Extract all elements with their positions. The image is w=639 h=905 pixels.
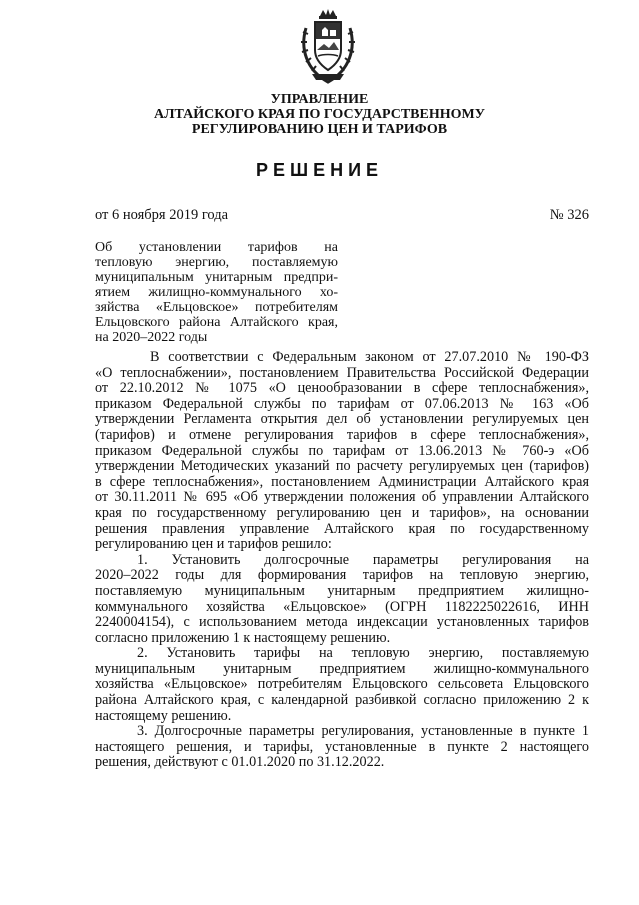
text-line: 3. Долгосрочные параметры регулирования, установленные в пункте 1 [137, 723, 589, 740]
text-line: решения, действуют с 01.01.2020 по 31.12.2022. [95, 754, 385, 771]
text-line: хозяйства «Ельцовское» потребителям Ельцовского сельсовета Ельцовского [95, 676, 589, 693]
text-line: настоящему решению. [95, 707, 232, 724]
subject-line: Об установлении тарифов на [95, 240, 338, 255]
text-line: муниципальным унитарным предприятием жилищно-коммунального [95, 660, 589, 677]
text-line: 1. Установить долгосрочные параметры регулирования на [137, 551, 589, 568]
text-line: коммунального хозяйства «Ельцовское» (ОГРН 1182225022616, ИНН [95, 598, 589, 615]
issuing-authority [0, 92, 639, 137]
text-line: (тарифов) и отмене регулирования тарифов в сфере теплоснабжения», [95, 426, 589, 443]
subject-line: зяйства «Ельцовское» потребителям [95, 300, 338, 315]
text-line: «О теплоснабжении», постановлением Правительства Российской Федерации [95, 364, 589, 381]
subject-line: Ельцовского района Алтайского края, [95, 315, 338, 330]
subject-line: тепловую энергию, поставляемую [95, 255, 338, 270]
text-line: края по государственному регулированию цен и тарифов», на основании [95, 504, 589, 521]
text-line: от 30.11.2011 № 695 «Об утверждении положения об управлении Алтайского [95, 489, 589, 506]
subject-line: на 2020–2022 годы [95, 330, 208, 345]
coat-of-arms-emblem [298, 8, 358, 86]
document-number: № 326 [549, 207, 589, 223]
authority-line: УПРАВЛЕНИЕ [270, 92, 369, 107]
text-line: приказом Федеральной службы по тарифам от 07.06.2013 № 163 «Об [95, 395, 589, 412]
text-line: В соответствии с Федеральным законом от 27.07.2010 № 190-ФЗ [150, 349, 589, 365]
text-line: 2240004154), с использованием метода индексации установленных тарифов [95, 614, 589, 631]
text-line: решения правления управление Алтайского края по государственному [95, 520, 589, 537]
subject-line: муниципальным унитарным предпри- [95, 270, 338, 285]
document-date: от 6 ноября 2019 года [95, 207, 229, 223]
text-line: района Алтайского края, с календарной разбивкой согласно приложению 2 к [95, 692, 589, 709]
subject-line: ятием жилищно-коммунального хо- [95, 285, 338, 300]
text-line: настоящего решения, и тарифы, установленные в пункте 2 настоящего [95, 738, 589, 755]
decision-body [95, 350, 589, 771]
document-type-title: РЕШЕНИЕ [255, 160, 384, 180]
text-line: 2020–2022 годы для формирования тарифов на тепловую энергию, [95, 567, 589, 584]
text-line: согласно приложению 1 к настоящему решению. [95, 629, 391, 646]
text-line: регулированию цен и тарифов решило: [95, 536, 332, 553]
text-line: приказом Федеральной службы по тарифам от 13.06.2013 № 760-э «Об [95, 442, 589, 459]
text-line: утверждении Методических указаний по расчету регулируемых цен (тарифов) [95, 458, 589, 475]
text-line: поставляемую муниципальным унитарным предприятием жилищно- [95, 582, 589, 599]
text-line: 2. Установить тарифы на тепловую энергию, поставляемую [137, 645, 589, 662]
text-line: утверждении Регламента открытия дел об установлении регулируемых цен [95, 411, 589, 428]
text-line: в сфере теплоснабжения», постановлением Администрации Алтайского края [95, 473, 589, 490]
text-line: от 22.10.2012 № 1075 «О ценообразовании в сфере теплоснабжения», [95, 380, 589, 397]
authority-line: АЛТАЙСКОГО КРАЯ ПО ГОСУДАРСТВЕННОМУ [154, 107, 485, 122]
decision-subject [95, 240, 338, 345]
authority-line: РЕГУЛИРОВАНИЮ ЦЕН И ТАРИФОВ [191, 122, 448, 137]
